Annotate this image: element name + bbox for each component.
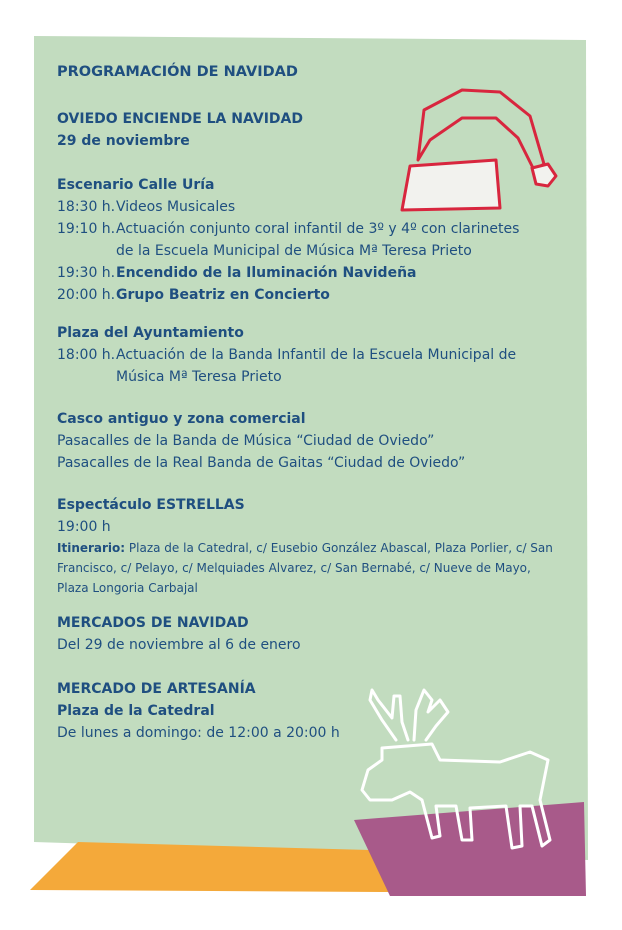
schedule-time: 18:30 h. <box>57 199 116 215</box>
schedule-item <box>57 284 587 306</box>
casco-section <box>57 408 587 474</box>
schedule-text: Grupo Beatriz en Concierto <box>116 287 330 303</box>
schedule-text: Encendido de la Iluminación Navideña <box>116 265 417 281</box>
page-title: PROGRAMACIÓN DE NAVIDAD <box>57 64 298 80</box>
schedule-item <box>57 218 587 240</box>
itinerary-route: Plaza Longoria Carbajal <box>57 581 198 595</box>
schedule-item <box>57 196 587 218</box>
schedule-text: Actuación conjunto coral infantil de 3º y 4º con clarinetes <box>116 221 520 237</box>
itinerary-label: Itinerario: <box>57 541 126 555</box>
intro-section <box>57 108 303 152</box>
casco-line: Pasacalles de la Real Banda de Gaitas “Ciudad de Oviedo” <box>57 455 466 471</box>
schedule-text: Videos Musicales <box>116 199 236 215</box>
schedule-time: 20:00 h. <box>57 287 116 303</box>
estrellas-section <box>57 494 587 598</box>
intro-title: OVIEDO ENCIENDE LA NAVIDAD <box>57 111 303 127</box>
itinerary-route: Francisco, c/ Pelayo, c/ Melquiades Alvarez, c/ San Bernabé, c/ Nueve de Mayo, <box>57 561 531 575</box>
schedule-time: 19:30 h. <box>57 265 116 281</box>
escenario-section <box>57 174 587 306</box>
schedule-item <box>57 262 587 284</box>
schedule-time: 18:00 h. <box>57 347 116 363</box>
estrellas-title: Espectáculo ESTRELLAS <box>57 497 245 513</box>
casco-title: Casco antiguo y zona comercial <box>57 411 306 427</box>
schedule-text-cont: de la Escuela Municipal de Música Mª Teresa Prieto <box>116 243 472 259</box>
artesania-section <box>57 678 457 744</box>
escenario-title: Escenario Calle Uría <box>57 177 215 193</box>
artesania-place: Plaza de la Catedral <box>57 703 215 719</box>
schedule-text-cont: Música Mª Teresa Prieto <box>116 369 282 385</box>
intro-date: 29 de noviembre <box>57 133 190 149</box>
artesania-title: MERCADO DE ARTESANÍA <box>57 681 256 697</box>
plaza-section <box>57 322 587 388</box>
artesania-hours: De lunes a domingo: de 12:00 a 20:00 h <box>57 725 340 741</box>
itinerary-route: Plaza de la Catedral, c/ Eusebio González Abascal, Plaza Porlier, c/ San <box>125 541 553 555</box>
orange-stripe <box>30 842 392 892</box>
mercados-title: MERCADOS DE NAVIDAD <box>57 615 249 631</box>
casco-line: Pasacalles de la Banda de Música “Ciudad de Oviedo” <box>57 433 435 449</box>
schedule-text: Actuación de la Banda Infantil de la Escuela Municipal de <box>116 347 517 363</box>
mercados-dates: Del 29 de noviembre al 6 de enero <box>57 637 301 653</box>
mercados-section <box>57 612 587 656</box>
estrellas-time: 19:00 h <box>57 519 111 535</box>
schedule-time: 19:10 h. <box>57 221 116 237</box>
plaza-title: Plaza del Ayuntamiento <box>57 325 244 341</box>
